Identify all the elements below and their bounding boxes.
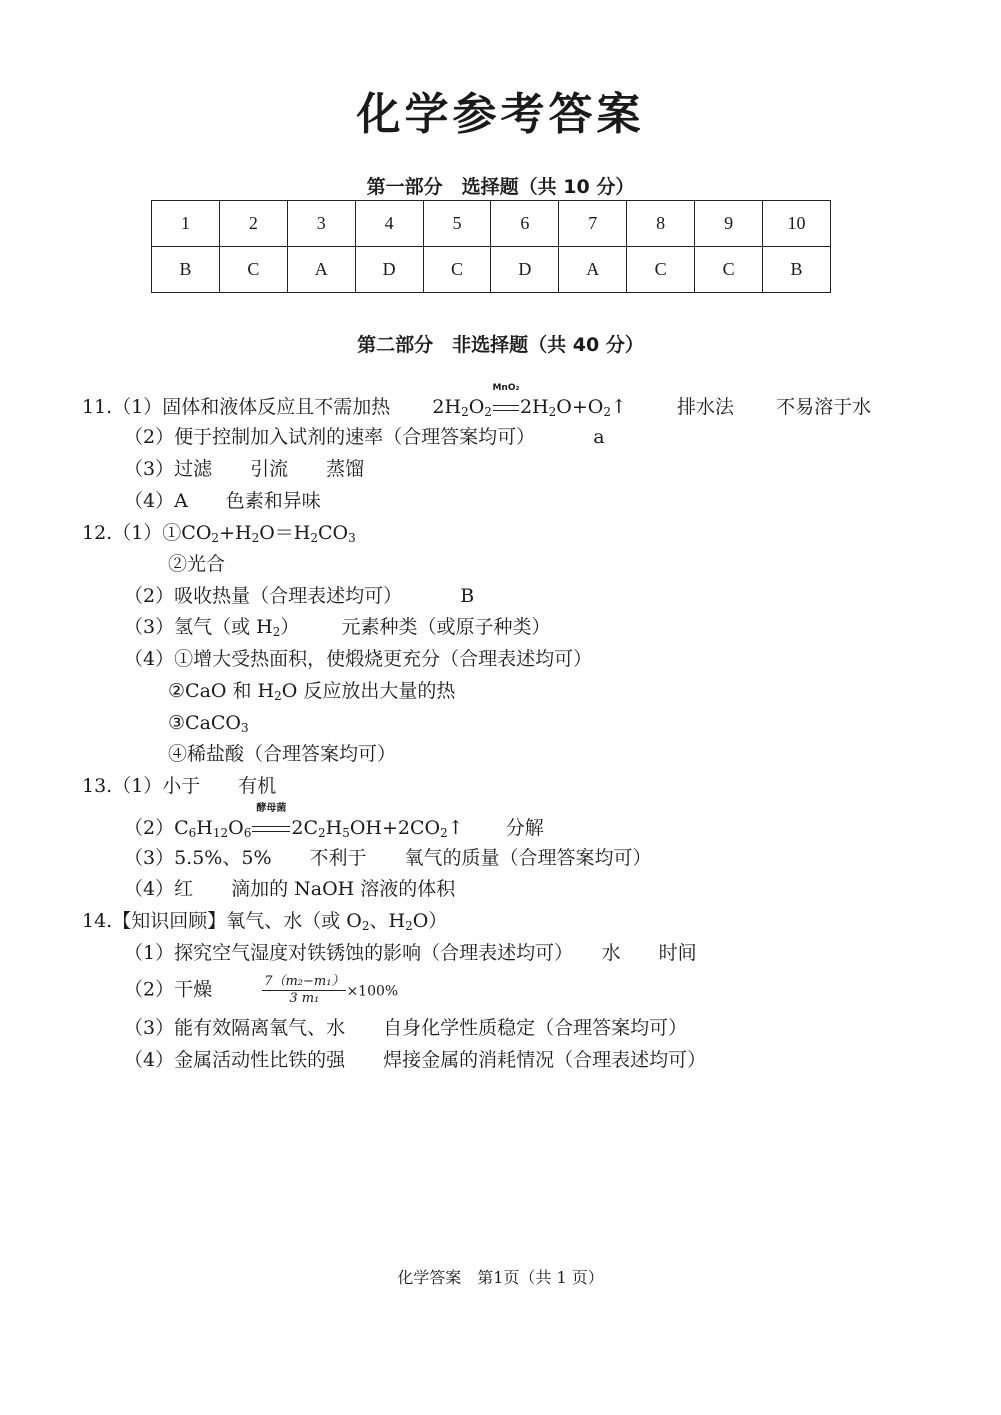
q12-line6: ②CaO 和 $H_2O$ 反应放出大量的热 xyxy=(168,680,456,703)
answer-cell: C xyxy=(627,247,695,293)
equation-text: 2C xyxy=(291,817,318,839)
q12-line1: $12.(1)①CO_2+H_2O=H_2CO_3$ xyxy=(82,522,356,545)
q12-part3-answer: （3）氢气（或 H xyxy=(124,616,273,638)
q11-line2 xyxy=(124,425,605,449)
catalyst-equals xyxy=(492,383,520,419)
q12-part2-answer: （2）吸收热量（合理表述均可） xyxy=(124,585,403,607)
equation-text: +H xyxy=(219,522,252,544)
q11-part1-answer: 11.（1）固体和液体反应且不需加热 xyxy=(82,396,391,418)
mass-fraction-formula xyxy=(262,974,346,1007)
equation-text: 2H xyxy=(519,396,549,418)
q12-part3-answer-b: 元素种类（或原子种类） xyxy=(341,616,551,638)
gas-arrow-icon: ↑ xyxy=(447,817,464,839)
q13-line1: 13.（1）小于 有机 xyxy=(82,775,277,797)
q11-line1 xyxy=(82,383,872,419)
equation-text: O＝H xyxy=(259,522,311,544)
question-number: 9 xyxy=(695,201,763,247)
gas-arrow-icon: ↑ xyxy=(610,396,627,418)
q11-part2-answer: （2）便于控制加入试剂的速率（合理答案均可） xyxy=(124,426,536,448)
equation-text: （2）C xyxy=(124,817,189,839)
question-number: 2 xyxy=(219,201,287,247)
answer-cell: A xyxy=(287,247,355,293)
q14-line4: （3）能有效隔离氧气、水 自身化学性质稳定（合理答案均可） xyxy=(124,1017,688,1039)
question-number: 4 xyxy=(355,201,423,247)
answer-table-answers-row xyxy=(152,247,831,293)
equation-text: 12.（1）①CO xyxy=(82,522,212,544)
answer-cell: A xyxy=(559,247,627,293)
answer-table-numbers-row xyxy=(152,201,831,247)
q13-line3: （3）5.5%、5% 不利于 氧气的质量（合理答案均可） xyxy=(124,847,652,869)
q11-part2-choice: a xyxy=(593,426,605,448)
answer-cell: C xyxy=(423,247,491,293)
equation-text: ②CaO 和 H xyxy=(168,680,275,702)
question-number: 6 xyxy=(491,201,559,247)
q14-line3 xyxy=(124,974,398,1007)
catalyst-label: MnO₂ xyxy=(492,383,520,393)
question-number: 7 xyxy=(559,201,627,247)
fraction-numerator: 7（m₂−m₁） xyxy=(264,974,345,989)
question-number: 8 xyxy=(627,201,695,247)
equation-text: 2H xyxy=(432,396,462,418)
q14-part2-answer: （2）干燥 xyxy=(124,978,213,1001)
percent-factor: ×100% xyxy=(346,983,399,1000)
part2-heading: 第二部分 非选择题（共 40 分） xyxy=(357,334,644,356)
question-number: 1 xyxy=(152,201,220,247)
equation-text: 、H xyxy=(369,910,406,932)
equation-text: O+O xyxy=(556,396,604,418)
equation-text: O 反应放出大量的热 xyxy=(281,680,456,702)
answer-cell: B xyxy=(152,247,220,293)
q12-line3 xyxy=(124,584,474,608)
equation-text: ③CaCO xyxy=(168,712,242,734)
q13-reaction-type: 分解 xyxy=(505,817,544,839)
q11-line3: （3）过滤 引流 蒸馏 xyxy=(124,458,365,480)
equation-text: OH+2CO xyxy=(349,817,441,839)
catalyst-label: 酵母菌 xyxy=(256,803,287,814)
q12-line5: （4）①增大受热面积，使煅烧更充分（合理表述均可） xyxy=(124,648,593,670)
q14-line2: （1）探究空气湿度对铁锈蚀的影响（合理表述均可） 水 时间 xyxy=(124,942,697,964)
question-number: 3 xyxy=(287,201,355,247)
answer-cell: C xyxy=(695,247,763,293)
page-title: 化学参考答案 xyxy=(356,89,645,140)
q11-collection-method: 排水法 xyxy=(676,396,734,418)
answer-cell: C xyxy=(219,247,287,293)
q13-line4: （4）红 滴加的 NaOH 溶液的体积 xyxy=(124,878,456,900)
q12-line8: ④稀盐酸（合理答案均可） xyxy=(168,743,397,765)
question-number: 10 xyxy=(763,201,831,247)
answer-table xyxy=(151,200,831,293)
question-number: 5 xyxy=(423,201,491,247)
q14-line1: 14.【知识回顾】氧气、水（或 $O_2$、$H_2O$） xyxy=(82,910,448,933)
q13-line2: $(2)C_6H_{12}O_6$ 酵母菌 $2C_2H_5OH+2CO_2↑$ 分解 xyxy=(124,803,544,840)
answer-cell: D xyxy=(355,247,423,293)
q12-part3-answer-end: ） xyxy=(280,616,300,638)
q14-line5: （4）金属活动性比铁的强 焊接金属的消耗情况（合理表述均可） xyxy=(124,1049,707,1071)
catalyst-equals xyxy=(251,803,291,840)
q12-part2-choice: B xyxy=(460,585,475,607)
equation-text: CO xyxy=(318,522,349,544)
q11-line4: （4）A 色素和异味 xyxy=(124,490,321,512)
part1-heading: 第一部分 选择题（共 10 分） xyxy=(366,176,635,198)
q12-line7: ③CaCO$_3$ xyxy=(168,712,249,735)
fraction-denominator: 3 m₁ xyxy=(289,991,320,1006)
q11-equation: $2H_2O_2$ MnO₂ $2H_2O+O_2↑$ xyxy=(432,383,627,419)
page-footer: 化学答案 第1页（共 1 页） xyxy=(397,1268,604,1287)
answer-cell: B xyxy=(763,247,831,293)
q12-line4: （3）氢气（或 $H_2$） 元素种类（或原子种类） xyxy=(124,616,551,639)
equation-text: O） xyxy=(412,910,448,932)
equation-text: 14.【知识回顾】氧气、水（或 O xyxy=(82,910,362,932)
q12-line2: ②光合 xyxy=(168,553,226,575)
answer-cell: D xyxy=(491,247,559,293)
q11-gas-property: 不易溶于水 xyxy=(776,396,872,418)
